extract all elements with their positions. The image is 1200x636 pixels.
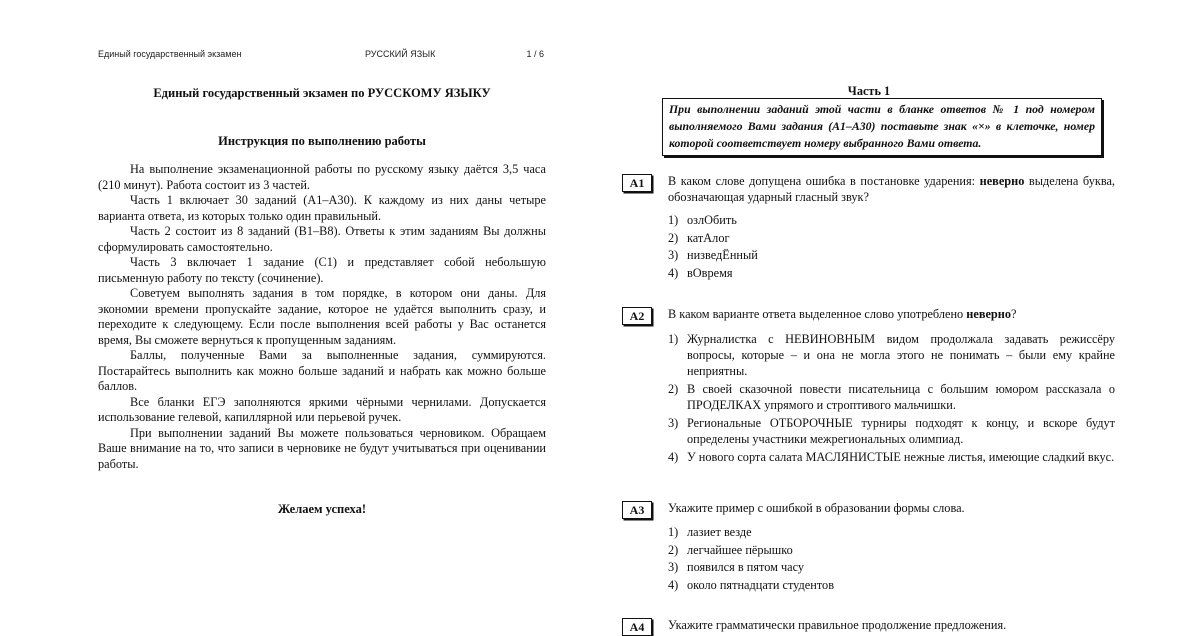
answer-options — [668, 524, 1115, 594]
header-exam-name: Единый государственный экзамен — [98, 49, 242, 59]
instruction-paragraph: Баллы, полученные Вами за выполненные задания, суммируются. Постарайтесь выполнить как можно больше заданий и набрать как можно больше баллов. — [98, 348, 546, 393]
task-question: В каком слове допущена ошибка в постановке ударения: неверно выделена буква, обозначающая ударный гласный звук? — [668, 174, 1115, 204]
instructions-heading: Инструкция по выполнению работы — [218, 134, 426, 148]
answer-option: 1) лазиет везде — [668, 525, 752, 539]
answer-option: 2) катАлог — [668, 230, 730, 245]
answer-option: 2) легчайшее пёрышко — [668, 542, 793, 557]
answer-option: 1) озлОбить — [668, 213, 737, 227]
instruction-paragraph: Все бланки ЕГЭ заполняются яркими чёрными чернилами. Допускается использование гелевой, капиллярной или перьевой ручек. — [98, 394, 546, 424]
instruction-paragraph: Часть 2 состоит из 8 заданий (В1–В8). Ответы к этим заданиям Вы должны сформулировать самостоятельно. — [98, 224, 546, 254]
closing-wish: Желаем успеха! — [277, 502, 367, 516]
answer-option: 3) появился в пятом часу — [668, 560, 805, 574]
running-header — [98, 49, 546, 63]
answer-options — [668, 212, 1115, 282]
task-code-badge: А2 — [622, 307, 652, 325]
answer-option: 4) У нового сорта салата МАСЛЯНИСТЫЕ нежные листья, имеющие сладкий вкус. — [668, 450, 1115, 464]
answer-options — [668, 331, 1115, 467]
instruction-paragraph: На выполнение экзаменационной работы по русскому языку даётся 3,5 часа (210 минут). Работа состоит из 3 частей. — [98, 162, 546, 192]
task-code-badge: А3 — [622, 501, 652, 519]
page-number: 1 / 6 — [526, 49, 544, 59]
instruction-paragraph: Часть 3 включает 1 задание (С1) и представляет собой небольшую письменную работу по тексту (сочинение). — [98, 255, 546, 285]
task-code-badge: А4 — [622, 618, 652, 636]
header-subject: РУССКИЙ ЯЗЫК — [365, 49, 436, 59]
task-question: Укажите грамматически правильное продолжение предложения. — [668, 618, 1007, 632]
task-question: Укажите пример с ошибкой в образовании формы слова. — [668, 501, 965, 515]
answer-option: 4) вОвремя — [668, 265, 733, 280]
task-question: В каком варианте ответа выделенное слово употреблено неверно? — [668, 307, 1017, 321]
part-instruction-box: При выполнении заданий этой части в бланке ответов № 1 под номером выполняемого Вами задания (А1–А30) поставьте знак «×» в клеточке, номер которой соответствует номеру выбранного Вами ответа. — [662, 98, 1102, 156]
instructions-body — [98, 162, 546, 472]
instruction-paragraph: При выполнении заданий Вы можете пользоваться черновиком. Обращаем Ваше внимание на то, что записи в черновике не будут учитываться при оценивании работы. — [98, 425, 546, 471]
answer-option: 1) Журналистка с НЕВИНОВНЫМ видом продолжала задавать режиссёру вопросы, которые – и она не могла этого не понимать – были ему крайне неприятны. — [668, 332, 1115, 378]
answer-option: 4) около пятнадцати студентов — [668, 577, 835, 592]
answer-option: 3) низведЁнный — [668, 248, 758, 262]
answer-option: 2) В своей сказочной повести писательница с большим юмором рассказала о ПРОДЕЛКАХ упрямого и строптивого мальчишки. — [668, 382, 1115, 412]
emphasis-word: неверно — [979, 174, 1025, 188]
task-code-badge: А1 — [622, 174, 652, 192]
document-title: Единый государственный экзамен по РУССКОМУ ЯЗЫКУ — [153, 86, 491, 100]
emphasis-word: неверно — [966, 307, 1011, 321]
instruction-paragraph: Часть 1 включает 30 заданий (А1–А30). К каждому из них даны четыре варианта ответа, из которых только один правильный. — [98, 193, 546, 223]
instruction-paragraph: Советуем выполнять задания в том порядке, в котором они даны. Для экономии времени пропускайте задание, которое не удаётся выполнить сразу, и переходите к следующему. Если после выполнения всей работы у Вас останется время, Вы сможете вернуться к пропущенным заданиям. — [98, 286, 546, 347]
answer-option: 3) Региональные ОТБОРОЧНЫЕ турниры подходят к концу, и вскоре будут определены участники межрегиональных олимпиад. — [668, 416, 1115, 446]
part-title: Часть 1 — [847, 84, 891, 98]
